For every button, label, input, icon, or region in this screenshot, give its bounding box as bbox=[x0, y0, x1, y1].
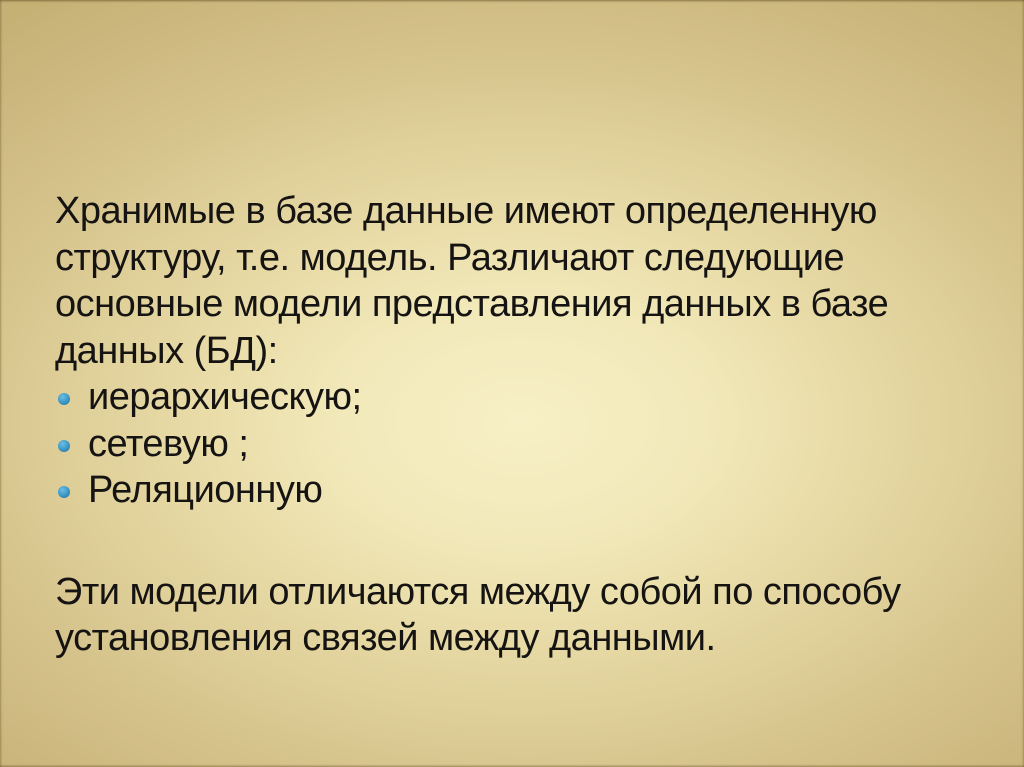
bullet-dot-icon bbox=[58, 486, 70, 498]
bullet-item-label: Реляционную bbox=[88, 469, 323, 511]
paragraph2-line-1: Эти модели отличаются между собой по способу bbox=[55, 570, 901, 613]
paragraph1-line-3: основные модели представления данных в базе bbox=[55, 283, 889, 325]
paragraph2-line-2: установления связей между данными. bbox=[55, 617, 716, 659]
paragraph1-line-2: структуру, т.е. модель. Различают следующие bbox=[55, 236, 845, 279]
bullet-item-label: иерархическую; bbox=[88, 376, 362, 418]
bullet-item-hierarchical bbox=[55, 374, 994, 421]
bullet-item-relational bbox=[55, 467, 994, 514]
paragraph1-line-4: данных (БД): bbox=[55, 329, 278, 372]
slide-text-block bbox=[55, 188, 994, 662]
paragraph1-line-1: Хранимые в базе данные имеют определенную bbox=[55, 190, 877, 232]
bullet-item-label: сетевую ; bbox=[88, 422, 249, 465]
blank-line-spacer bbox=[55, 514, 994, 569]
bullet-list bbox=[55, 374, 994, 514]
bullet-dot-icon bbox=[58, 393, 70, 405]
bullet-dot-icon bbox=[58, 440, 70, 452]
bullet-item-network bbox=[55, 421, 994, 468]
